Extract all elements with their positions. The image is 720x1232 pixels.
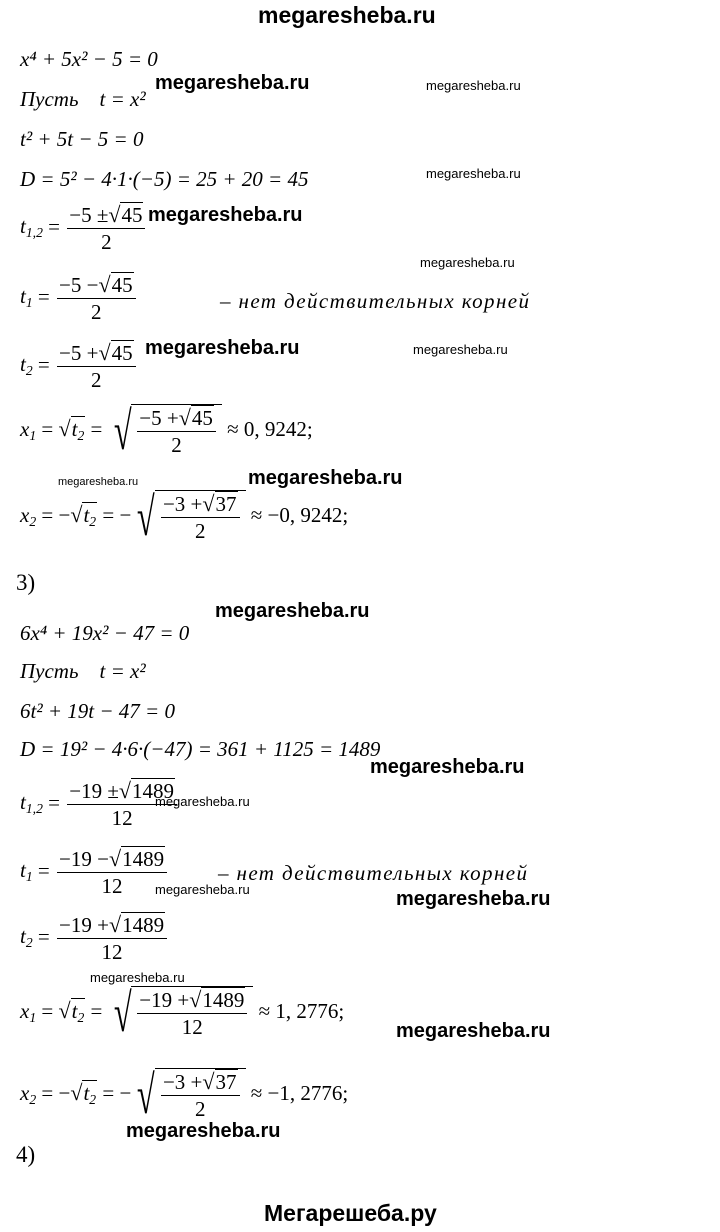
numerator-text: −19 −: [59, 847, 109, 871]
approx-value: ≈ −0, 9242;: [250, 502, 349, 527]
radicand: 45: [191, 406, 213, 430]
denominator: 2: [171, 433, 182, 457]
numerator-text: −5 +: [139, 406, 179, 430]
discriminant-text: D = 19² − 4·6·(−47) = 361 + 1125 = 1489: [20, 737, 381, 761]
denominator: 2: [91, 300, 102, 324]
fraction: $\frac{-19 +√1489}{12}$: [137, 987, 247, 1040]
watermark: megaresheba.ru: [426, 78, 521, 93]
denominator: 12: [111, 806, 133, 830]
root-x1-1: $x_1 = √t_2$ = √ $\frac{-5 +√45}{2}$ ≈ 0, 9242;: [20, 401, 313, 461]
roots-t12-2: $t_{1,2}$ = $\frac{-19 \pm√1489}{12}$: [20, 778, 179, 831]
denominator: 12: [101, 874, 123, 898]
fraction: $\frac{-3 +√37}{2}$: [161, 491, 240, 544]
numerator-text: −3 +: [162, 1070, 203, 1094]
substitution-1: [20, 86, 146, 112]
approx-value: ≈ 0, 9242;: [227, 416, 313, 441]
radicand: 45: [121, 203, 143, 227]
discriminant-text: D = 5² − 4·1·(−5) = 25 + 20 = 45: [20, 167, 309, 191]
equation-text: 6x⁴ + 19x² − 47 = 0: [20, 621, 190, 645]
approx-value: ≈ 1, 2776;: [258, 998, 345, 1023]
fraction: $\frac{-5 -√45}{2}$: [57, 272, 136, 325]
denominator: 2: [194, 1097, 206, 1121]
watermark: megaresheba.ru: [248, 467, 403, 489]
fraction: $\frac{-5 +√45}{2}$: [57, 340, 136, 393]
roots-t12-1: $t_{1,2}$ = $\frac{-5 \pm√45}{2}$: [20, 202, 147, 255]
no-real-roots-2: – нет действительных корней: [218, 861, 529, 885]
watermark: megaresheba.ru: [148, 204, 303, 226]
watermark: megaresheba.ru: [155, 882, 250, 897]
quadratic-1: [20, 126, 143, 152]
radicand: 45: [111, 341, 133, 365]
watermark: megaresheba.ru: [126, 1120, 281, 1142]
equation-quartic-2: [20, 620, 189, 646]
root-x2-2: $x_2 = -√t_2$ = − √ $\frac{-3 +√37}{2}$ ≈ −1, 2776;: [20, 1065, 349, 1125]
fraction: $\frac{-19 +√1489}{12}$: [57, 912, 167, 965]
radicand: 1489: [131, 779, 174, 803]
quadratic-2: [20, 698, 175, 724]
radicand: 37: [215, 492, 237, 516]
no-real-roots-1: – нет действительных корней: [220, 289, 531, 313]
denominator: 2: [194, 519, 206, 543]
quadratic-text: t² + 5t − 5 = 0: [20, 127, 144, 151]
numerator-text: −5 ±: [69, 203, 109, 227]
fraction: $\frac{-3 +√37}{2}$: [161, 1069, 240, 1122]
watermark: megaresheba.ru: [426, 166, 521, 181]
substitution-text: t = x²: [99, 659, 146, 683]
fraction: $\frac{-19 \pm√1489}{12}$: [67, 778, 177, 831]
numerator-text: −3 +: [162, 492, 203, 516]
let-label: Пусть: [20, 87, 79, 111]
fraction: $\frac{-19 -√1489}{12}$: [57, 846, 167, 899]
root-t2-1: $t_2$ = $\frac{-5 +√45}{2}$: [20, 340, 138, 393]
let-label: Пусть: [20, 659, 79, 683]
watermark: megaresheba.ru: [90, 970, 185, 985]
radicand: 1489: [202, 988, 245, 1012]
radicand: 1489: [122, 913, 165, 937]
radicand: 1489: [122, 847, 165, 871]
root-x2-1: $x_2 = -√t_2$ = − √ $\frac{-3 +√37}{2}$ ≈ −0, 9242;: [20, 487, 349, 547]
watermark: megaresheba.ru: [145, 337, 300, 359]
discriminant-1: [20, 166, 308, 192]
numerator-text: −5 +: [59, 341, 99, 365]
section-4-label: 4): [16, 1142, 36, 1167]
watermark: megaresheba.ru: [155, 72, 310, 94]
watermark: megaresheba.ru: [396, 1020, 551, 1042]
root-t2-2: $t_2$ = $\frac{-19 +√1489}{12}$: [20, 912, 169, 965]
root-x1-2: $x_1 = √t_2$ = √ $\frac{-19 +√1489}{12}$ ≈ 1, 2776;: [20, 983, 345, 1043]
radicand: 45: [111, 273, 133, 297]
watermark: megaresheba.ru: [215, 600, 370, 622]
denominator: 2: [101, 230, 112, 254]
footer-watermark: Мегарешеба.ру: [264, 1200, 437, 1226]
watermark: megaresheba.ru: [370, 756, 525, 778]
watermark: megaresheba.ru: [420, 255, 515, 270]
fraction: $\frac{-5 \pm√45}{2}$: [67, 202, 145, 255]
root-t1-2: $t_1$ = $\frac{-19 -√1489}{12}$: [20, 846, 169, 899]
substitution-text: t = x²: [99, 87, 146, 111]
watermark: megaresheba.ru: [58, 476, 139, 488]
header-watermark: megaresheba.ru: [258, 2, 436, 28]
watermark: megaresheba.ru: [413, 342, 508, 357]
numerator-text: −5 −: [59, 273, 99, 297]
numerator-text: −19 +: [59, 913, 109, 937]
fraction: $\frac{-5 +√45}{2}$: [137, 405, 216, 458]
watermark: megaresheba.ru: [396, 888, 551, 910]
denominator: 2: [91, 368, 102, 392]
radicand: 37: [215, 1070, 237, 1094]
discriminant-2: [20, 736, 380, 762]
equation-quartic-1: [20, 46, 158, 72]
quadratic-text: 6t² + 19t − 47 = 0: [20, 699, 175, 723]
numerator-text: −19 +: [139, 988, 190, 1012]
denominator: 12: [101, 940, 123, 964]
root-t1-1: $t_1$ = $\frac{-5 -√45}{2}$: [20, 272, 138, 325]
approx-value: ≈ −1, 2776;: [250, 1080, 349, 1105]
watermark: megaresheba.ru: [155, 794, 250, 809]
numerator-text: −19 ±: [69, 779, 119, 803]
denominator: 12: [181, 1015, 203, 1039]
equation-text: x⁴ + 5x² − 5 = 0: [20, 47, 158, 71]
section-3-label: 3): [16, 570, 36, 595]
substitution-2: [20, 658, 146, 684]
